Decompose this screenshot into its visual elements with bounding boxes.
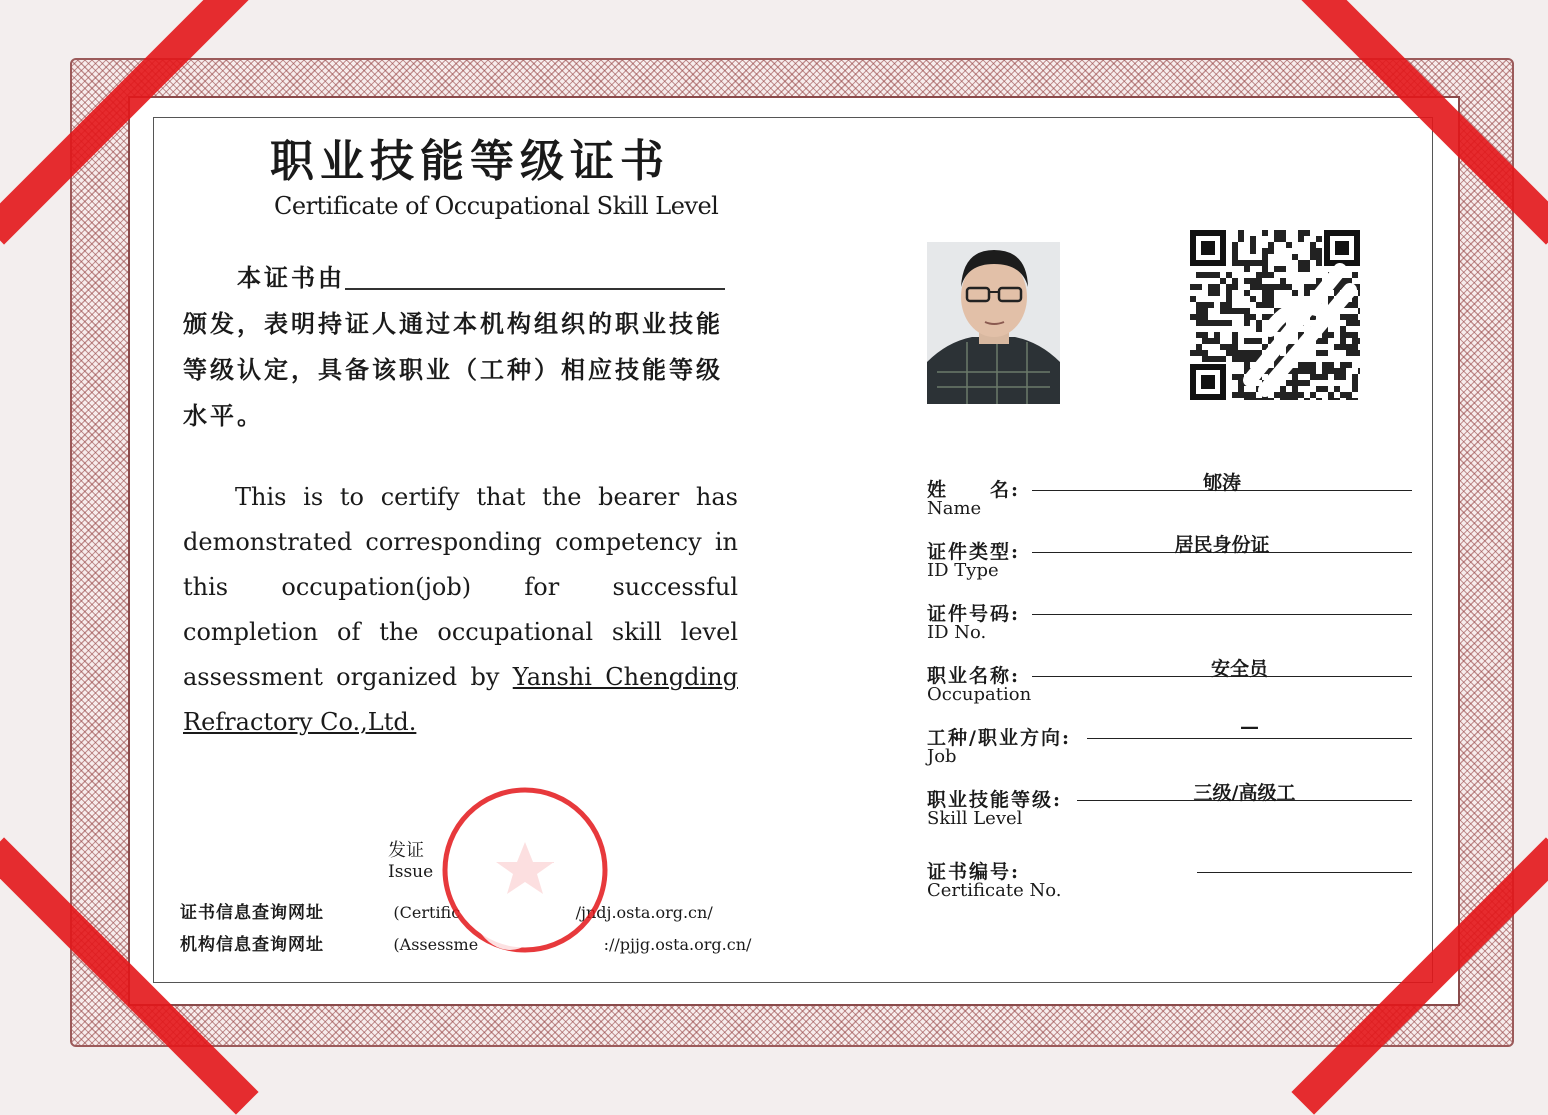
field-certificate-no-line xyxy=(1197,872,1412,873)
field-job-label-en: Job xyxy=(927,746,957,767)
field-skill-level-label-cn: 职业技能等级: xyxy=(927,789,1063,811)
statement-cn-line3: 等级认定，具备该职业（工种）相应技能等级 xyxy=(183,355,723,384)
organization-name: Yanshi Chengding Refractory Co.,Ltd. xyxy=(183,663,738,736)
field-id-type xyxy=(927,527,1412,589)
field-id-no-line xyxy=(1032,614,1412,615)
field-id-type-label-cn: 证件类型: xyxy=(927,541,1021,563)
issue-label-en: Issue xyxy=(388,862,434,882)
field-certificate-no-label-cn: 证书编号: xyxy=(927,861,1021,883)
issuer-blank xyxy=(345,268,725,290)
certificate-lookup-link[interactable]: /jndj.osta.org.cn/ xyxy=(575,903,713,922)
field-skill-level-label-en: Skill Level xyxy=(927,808,1023,829)
field-occupation-label-cn: 职业名称: xyxy=(927,665,1021,687)
statement-cn-line4: 水平。 xyxy=(183,401,264,430)
field-name-label-cn: 姓 名: xyxy=(927,479,1021,501)
holder-photo xyxy=(927,242,1060,404)
field-name-label-en: Name xyxy=(927,498,982,519)
certificate-lookup-label-cn: 证书信息查询网址 xyxy=(180,903,324,923)
issue-label-cn: 发证 xyxy=(388,840,424,861)
field-name-value: 郇涛 xyxy=(1202,472,1241,494)
statement-en: This is to certify that the bearer has demonstrated corresponding competency in this occupation(job) for successful completion of the occupational skill level assessment organized by Yanshi Chengding Refractory Co.,Ltd. xyxy=(183,483,738,736)
field-id-no xyxy=(927,589,1412,651)
certificate-title-cn: 职业技能等级证书 xyxy=(270,136,670,187)
field-skill-level xyxy=(927,775,1412,837)
holder-fields xyxy=(927,465,1412,909)
field-job xyxy=(927,713,1412,775)
agency-lookup-link[interactable]: ://pjjg.osta.org.cn/ xyxy=(603,935,752,954)
field-id-no-label-en: ID No. xyxy=(927,622,987,643)
statement-cn-line2: 颁发，表明持证人通过本机构组织的职业技能 xyxy=(183,309,723,338)
field-occupation-value: 安全员 xyxy=(1210,658,1268,680)
field-id-no-label-cn: 证件号码: xyxy=(927,603,1021,625)
verification-qr-code[interactable] xyxy=(1190,230,1360,400)
statement-cn xyxy=(183,255,743,439)
field-name xyxy=(927,465,1412,527)
official-seal-stamp xyxy=(440,770,610,970)
agency-lookup-label-cn: 机构信息查询网址 xyxy=(180,935,324,955)
field-id-type-label-en: ID Type xyxy=(927,560,999,581)
field-id-type-value: 居民身份证 xyxy=(1174,534,1270,556)
field-occupation-label-en: Occupation xyxy=(927,684,1032,705)
certificate-lookup-label-en: (Certific xyxy=(393,903,461,922)
certificate-title-en: Certificate of Occupational Skill Level xyxy=(274,192,719,220)
field-occupation xyxy=(927,651,1412,713)
field-certificate-no-label-en: Certificate No. xyxy=(927,880,1062,901)
field-skill-level-value: 三级/高级工 xyxy=(1193,782,1296,804)
field-job-value: — xyxy=(1240,716,1259,738)
field-job-line xyxy=(1087,738,1412,739)
agency-lookup-label-en: (Assessme xyxy=(393,935,479,954)
field-certificate-no xyxy=(927,847,1412,909)
field-job-label-cn: 工种/职业方向: xyxy=(927,727,1071,749)
statement-cn-line1: 本证书由 xyxy=(183,255,743,301)
